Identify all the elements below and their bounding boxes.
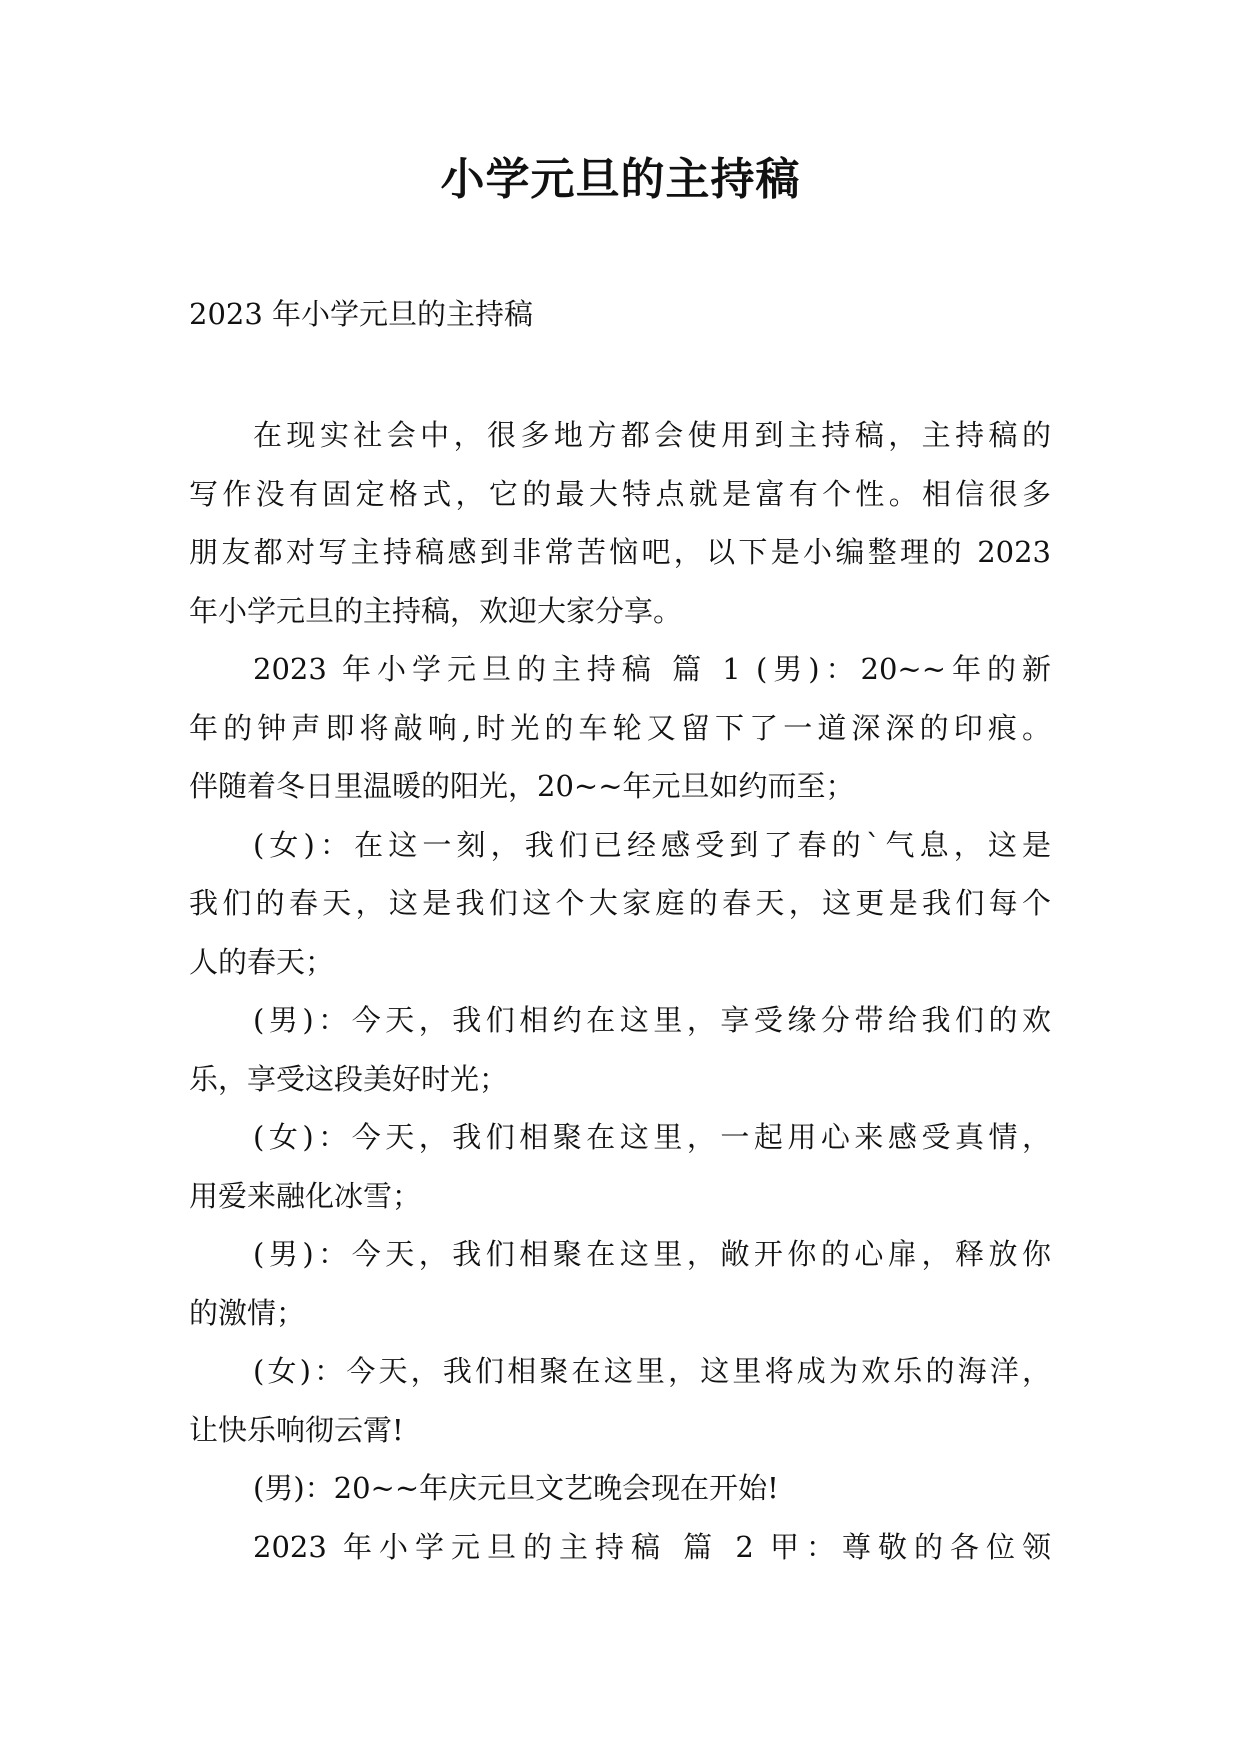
paragraph-line: (男)：今天，我们相聚在这里，敞开你的心扉，释放你 (253, 1237, 1051, 1271)
paragraph-line: (男)：20~~年庆元旦文艺晚会现在开始! (253, 1471, 779, 1505)
paragraph-line: 写作没有固定格式，它的最大特点就是富有个性。相信很多 (189, 476, 1051, 511)
paragraph-line: 2023 年小学元旦的主持稿 篇 1 (男)：20~~年的新 (253, 652, 1051, 686)
document-subtitle: 2023 年小学元旦的主持稿 (189, 297, 534, 331)
paragraph-line: 年小学元旦的主持稿，欢迎大家分享。 (189, 593, 683, 628)
paragraph-line: 朋友都对写主持稿感到非常苦恼吧，以下是小编整理的 2023 (189, 535, 1051, 569)
paragraph-line: 我们的春天，这是我们这个大家庭的春天，这更是我们每个 (189, 886, 1051, 920)
document-title: 小学元旦的主持稿 (440, 154, 801, 205)
paragraph-line: 人的春天； (189, 944, 335, 979)
paragraph-line: 用爱来融化冰雪； (189, 1178, 422, 1213)
document-body (189, 406, 1051, 1576)
paragraph-line: 乐，享受这段美好时光； (189, 1061, 509, 1096)
paragraph-line: 让快乐响彻云霄! (189, 1412, 404, 1447)
paragraph-line: 2023 年小学元旦的主持稿 篇 2 甲：尊敬的各位领 (253, 1529, 1051, 1564)
paragraph-line: (女)：在这一刻，我们已经感受到了春的`气息，这是 (253, 827, 1051, 862)
paragraph-line: (男)：今天，我们相约在这里，享受缘分带给我们的欢 (253, 1003, 1051, 1037)
paragraph-line: 年的钟声即将敲响,时光的车轮又留下了一道深深的印痕。 (189, 710, 1051, 745)
paragraph-line: (女)：今天，我们相聚在这里，这里将成为欢乐的海洋， (253, 1354, 1051, 1388)
paragraph-line: 伴随着冬日里温暖的阳光，20~~年元旦如约而至； (189, 769, 855, 803)
paragraph-line: (女)：今天，我们相聚在这里，一起用心来感受真情， (253, 1120, 1051, 1154)
paragraph-line: 的激情； (189, 1295, 306, 1330)
paragraph-line: 在现实社会中，很多地方都会使用到主持稿，主持稿的 (253, 418, 1051, 452)
